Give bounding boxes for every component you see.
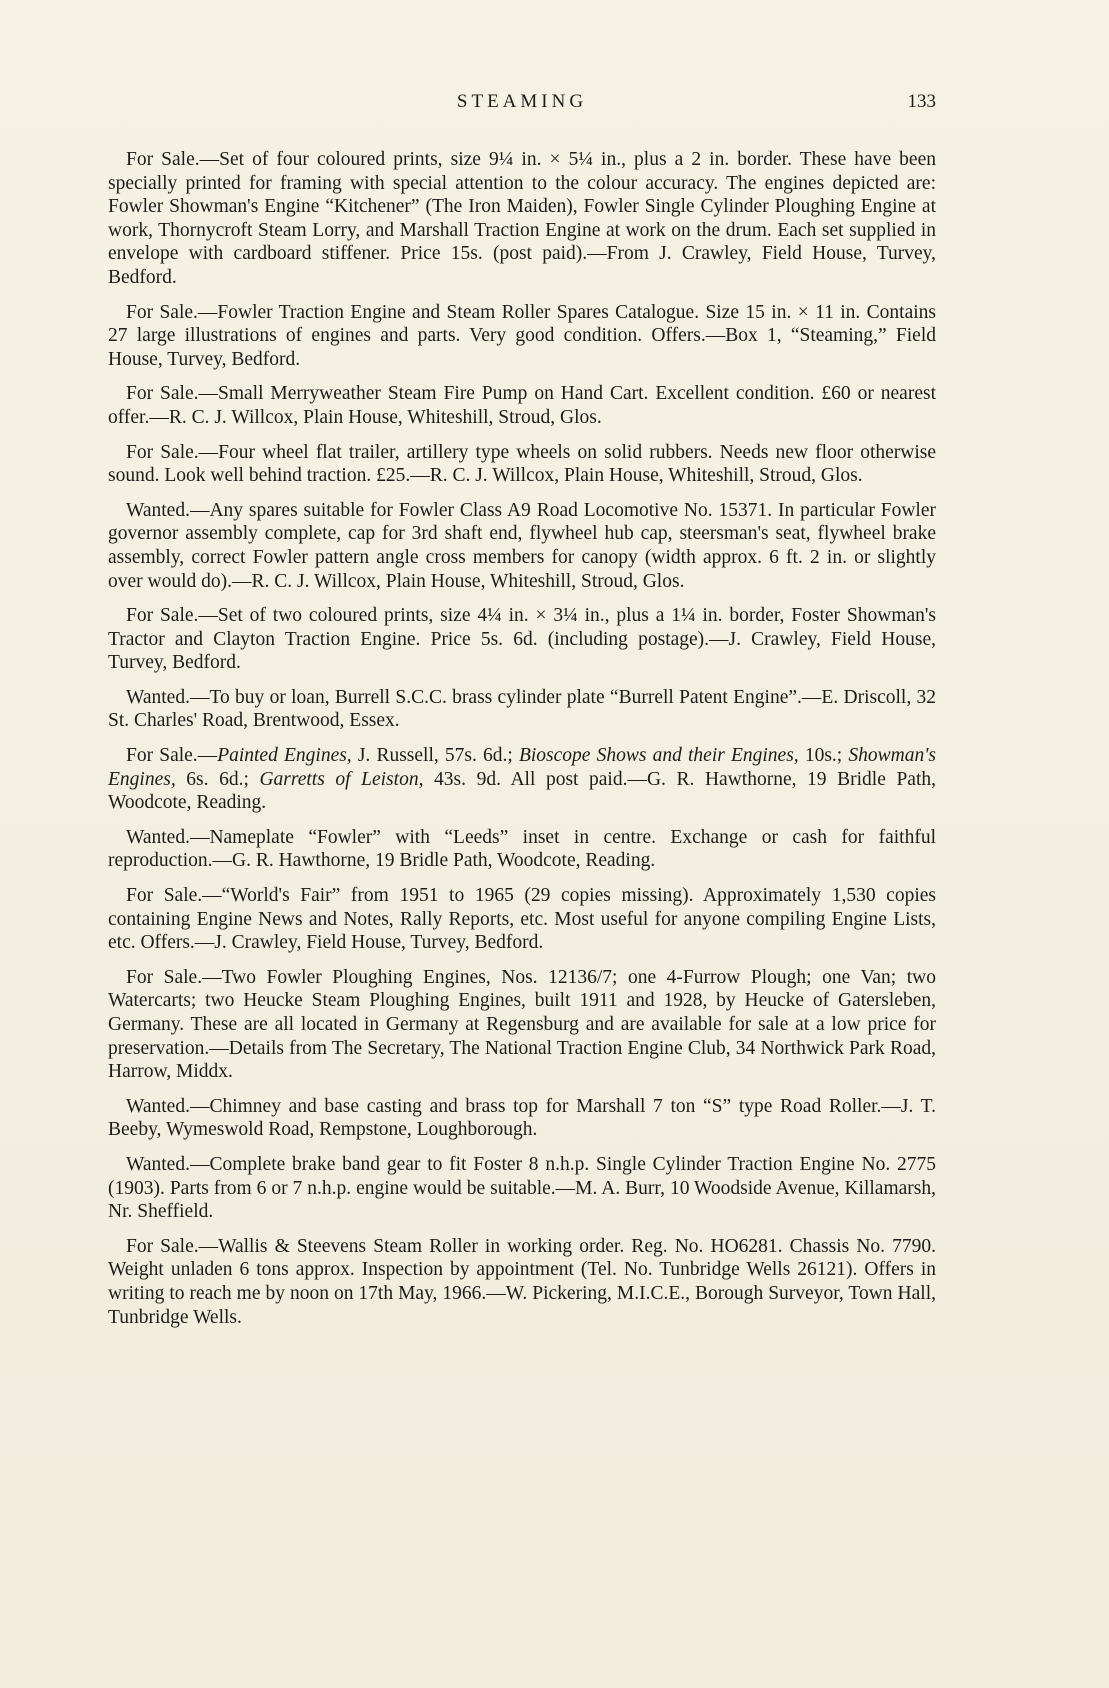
classified-ad: For Sale.—Small Merryweather Steam Fire Pump on Hand Cart. Excellent condition. £60 or nearest offer.—R. C. J. Willcox, Plain House, Whiteshill, Stroud, Glos. — [108, 383, 936, 428]
classified-ad: For Sale.—Fowler Traction Engine and Steam Roller Spares Catalogue. Size 15 in. × 11 in. Contains 27 large illustrations of engines and parts. Very good condition. Offers.—Box 1, “Steaming,” Field House, Turvey, Bedford. — [108, 301, 936, 370]
book-title: Showman's Engines, — [108, 745, 936, 790]
classified-ad: For Sale.—Set of four coloured prints, size 9¼ in. × 5¼ in., plus a 2 in. border. These have been specially printed for framing with special attention to the colour accuracy. The engines depicted are: Fowler Showman's Engine “Kitchener” (The Iron Maiden), Fowler Single Cylinder Ploughing Engine at work, Thornycroft Steam Lorry, and Marshall Traction Engine at work on the drum. Each set supplied in envelope with cardboard stiffener. Price 15s. (post paid).—From J. Crawley, Field House, Turvey, Bedford. — [108, 149, 936, 288]
classified-ads — [108, 148, 936, 1340]
classified-ad: Wanted.—Nameplate “Fowler” with “Leeds” inset in centre. Exchange or cash for faithful reproduction.—G. R. Hawthorne, 19 Bridle Path, Woodcote, Reading. — [108, 826, 936, 872]
classified-ad: For Sale.—Two Fowler Ploughing Engines, Nos. 12136/7; one 4-Furrow Plough; one Van; two Watercarts; two Heucke Steam Ploughing Engines, built 1911 and 1928, by Heucke of Gatersleben, Germany. These are all located in Germany at Regensburg and are available for sale at a low price for preservation.—Details from The Secretary, The National Traction Engine Club, 34 Northwick Park Road, Harrow, Middx. — [108, 966, 936, 1083]
classified-ad: Wanted.—Complete brake band gear to fit Foster 8 n.h.p. Single Cylinder Traction Engine No. 2775 (1903). Parts from 6 or 7 n.h.p. engine would be suitable.—M. A. Burr, 10 Woodside Avenue, Killamarsh, Nr. Sheffield. — [108, 1153, 936, 1223]
book-title: Garretts of Leiston, — [259, 768, 424, 790]
classified-ad: Wanted.—To buy or loan, Burrell S.C.C. brass cylinder plate “Burrell Patent Engine”.—E. Driscoll, 32 St. Charles' Road, Brentwood, Essex. — [108, 686, 936, 732]
classified-ad-book-list — [108, 744, 936, 815]
ad-text-run: 10s.; — [798, 745, 849, 767]
page-header — [108, 91, 936, 121]
classified-ad: For Sale.—“World's Fair” from 1951 to 1965 (29 copies missing). Approximately 1,530 copies containing Engine News and Notes, Rally Reports, etc. Most useful for anyone compiling Engine Lists, etc. Offers.—J. Crawley, Field House, Turvey, Bedford. — [108, 885, 936, 954]
ad-text-run: For Sale.— — [126, 745, 218, 767]
ad-text-run: J. Russell, 57s. 6d.; — [351, 745, 519, 767]
classified-ad: For Sale.—Set of two coloured prints, size 4¼ in. × 3¼ in., plus a 1¼ in. border, Foster Showman's Tractor and Clayton Traction Engine. Price 5s. 6d. (including postage).—J. Crawley, Field House, Turvey, Bedford. — [108, 605, 936, 674]
page-number: 133 — [907, 91, 936, 112]
ad-text-run: 6s. 6d.; — [175, 768, 260, 790]
book-title: Painted Engines, — [217, 745, 352, 767]
classified-ad: Wanted.—Any spares suitable for Fowler Class A9 Road Locomotive No. 15371. In particular Fowler governor assembly complete, cap for 3rd shaft end, flywheel hub cap, steersman's seat, flywheel brake assembly, correct Fowler pattern angle cross members for canopy (width approx. 6 ft. 2 in. or slightly over would do).—R. C. J. Willcox, Plain House, Whiteshill, Stroud, Glos. — [108, 499, 936, 592]
running-title: STEAMING — [456, 91, 588, 112]
ad-text-run: 43s. 9d. All post paid.—G. R. Hawthorne, 19 Bridle Path, Woodcote, Reading. — [108, 768, 936, 814]
classified-ad: For Sale.—Four wheel flat trailer, artillery type wheels on solid rubbers. Needs new floor otherwise sound. Look well behind traction. £25.—R. C. J. Willcox, Plain House, Whiteshill, Stroud, Glos. — [108, 441, 936, 487]
classified-ad: Wanted.—Chimney and base casting and brass top for Marshall 7 ton “S” type Road Roller.—J. T. Beeby, Wymeswold Road, Rempstone, Loughborough. — [108, 1095, 936, 1141]
book-title: Bioscope Shows and their Engines, — [518, 745, 799, 767]
classified-ad: For Sale.—Wallis & Steevens Steam Roller in working order. Reg. No. HO6281. Chassis No. 7790. Weight unladen 6 tons approx. Inspection by appointment (Tel. No. Tunbridge Wells 26121). Offers in writing to reach me by noon on 17th May, 1966.—W. Pickering, M.I.C.E., Borough Surveyor, Town Hall, Tunbridge Wells. — [108, 1235, 936, 1328]
